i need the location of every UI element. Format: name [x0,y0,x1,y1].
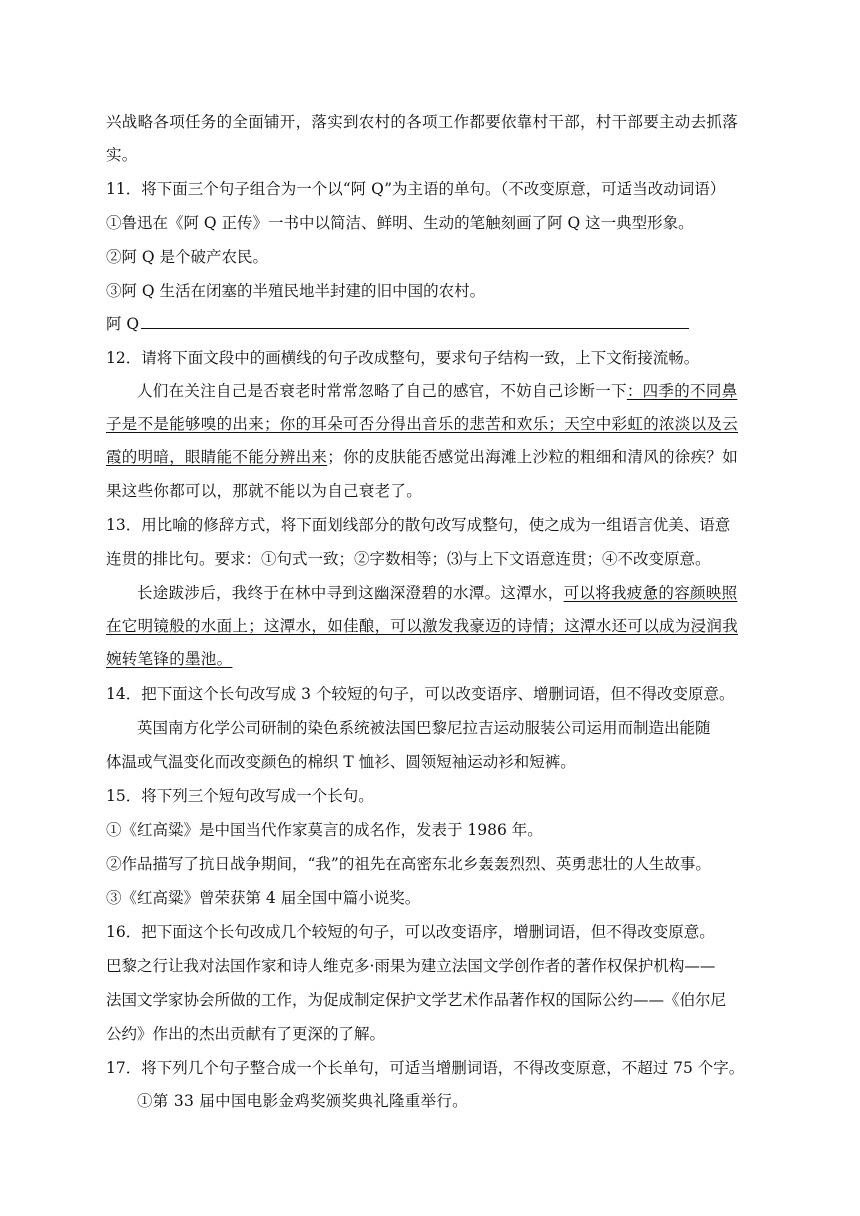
q12-passage-line-2 [106,414,738,434]
q11-sentence-3: ③阿 Q 生活在闭塞的半殖民地半封建的旧中国的农村。 [106,282,486,300]
q16-passage-line-2: 法国文学家协会所做的工作，为促成制定保护文学艺术作品著作权的国际公约——《伯尔尼 [106,991,727,1009]
answer-prefix: 阿 Q [106,315,140,333]
q12-underlined: 霞的明暗，眼睛能不能分辨出来 [106,448,328,466]
q12-stem: 12．请将下面文段中的画横线的句子改成整句，要求句子结构一致，上下文衔接流畅。 [106,349,700,367]
q14-stem: 14．把下面这个长句改写成 3 个较短的句子，可以改变语序、增删词语，但不得改变原意。 [106,685,735,703]
answer-blank[interactable] [141,314,689,329]
q11-sentence-2: ②阿 Q 是个破产农民。 [106,248,269,266]
q15-sentence-1: ①《红高粱》是中国当代作家莫言的成名作，发表于 1986 年。 [106,821,543,839]
q11-answer-line [106,314,689,334]
q12-passage-line-1 [137,381,737,401]
q15-stem: 15．将下列三个短句改写成一个长句。 [106,787,374,805]
q17-sentence-1: ①第 33 届中国电影金鸡奖颁奖典礼隆重举行。 [137,1092,468,1110]
q12-text: ；你的皮肤能否感觉出海滩上沙粒的粗细和清风的徐疾？如 [327,448,739,466]
q12-passage-line-3 [106,447,738,467]
q12-text: 人们在关注自己是否衰老时常常忽略了自己的感官，不妨自己诊断一下 [137,382,627,400]
q14-passage-line-1: 英国南方化学公司研制的染色系统被法国巴黎尼拉吉运动服装公司运用而制造出能随 [137,719,711,737]
q13-underlined: 婉转笔锋的墨池。 [106,650,233,668]
q15-sentence-2: ②作品描写了抗日战争期间，“我”的祖先在高密东北乡轰轰烈烈、英勇悲壮的人生故事。 [106,855,711,873]
q13-passage-line-3 [106,649,232,669]
q13-underlined: 在它明镜般的水面上；这潭水，如佳酿，可以激发我豪迈的诗情；这潭水还可以成为浸润我 [106,617,739,635]
q13-passage-line-2 [106,616,738,636]
q11-stem: 11．将下面三个句子组合为一个以“阿 Q”为主语的单句。（不改变原意，可适当改动词语） [106,180,726,198]
q13-stem-line-1: 13．用比喻的修辞方式，将下面划线部分的散句改写成整句，使之成为一组语言优美、语意 [106,516,731,534]
q14-passage-line-2: 体温或气温变化而改变颜色的棉织 T 恤衫、圆领短袖运动衫和短裤。 [106,753,576,771]
q13-text: 长途跋涉后，我终于在林中寻到这幽深澄碧的水潭。这潭水， [137,584,564,602]
q16-passage-line-1: 巴黎之行让我对法国作家和诗人维克多·雨果为建立法国文学创作者的著作权保护机构—— [106,957,716,975]
q17-stem: 17．将下列几个句子整合成一个长单句，可适当增删词语，不得改变原意，不超过 75 个字。 [106,1059,745,1077]
q13-underlined: 可以将我疲惫的容颜映照 [563,584,738,602]
q12-underlined: ：四季的不同鼻 [626,382,738,400]
q12-passage-line-4: 果这些你都可以，那就不能以为自己衰老了。 [106,482,423,500]
q13-passage-line-1 [137,583,737,603]
q11-sentence-1: ①鲁迅在《阿 Q 正传》一书中以简洁、鲜明、生动的笔触刻画了阿 Q 这一典型形象。 [106,214,694,232]
q12-underlined: 子是不是能够嗅的出来；你的耳朵可否分得出音乐的悲苦和欢乐；天空中彩虹的浓淡以及云 [106,415,739,433]
q13-stem-line-2: 连贯的排比句。要求：①句式一致；②字数相等；⑶与上下文语意连贯；④不改变原意。 [106,550,711,568]
intro-line-2: 实。 [106,146,138,164]
q16-passage-line-3: 公约》作出的杰出贡献有了更深的了解。 [106,1025,386,1043]
q15-sentence-3: ③《红高粱》曾荣获第 4 届全国中篇小说奖。 [106,889,421,907]
intro-line-1: 兴战略各项任务的全面铺开，落实到农村的各项工作都要依靠村干部，村干部要主动去抓落 [106,113,739,131]
q16-stem: 16．把下面这个长句改成几个较短的句子，可以改变语序，增删词语，但不得改变原意。 [106,923,715,941]
